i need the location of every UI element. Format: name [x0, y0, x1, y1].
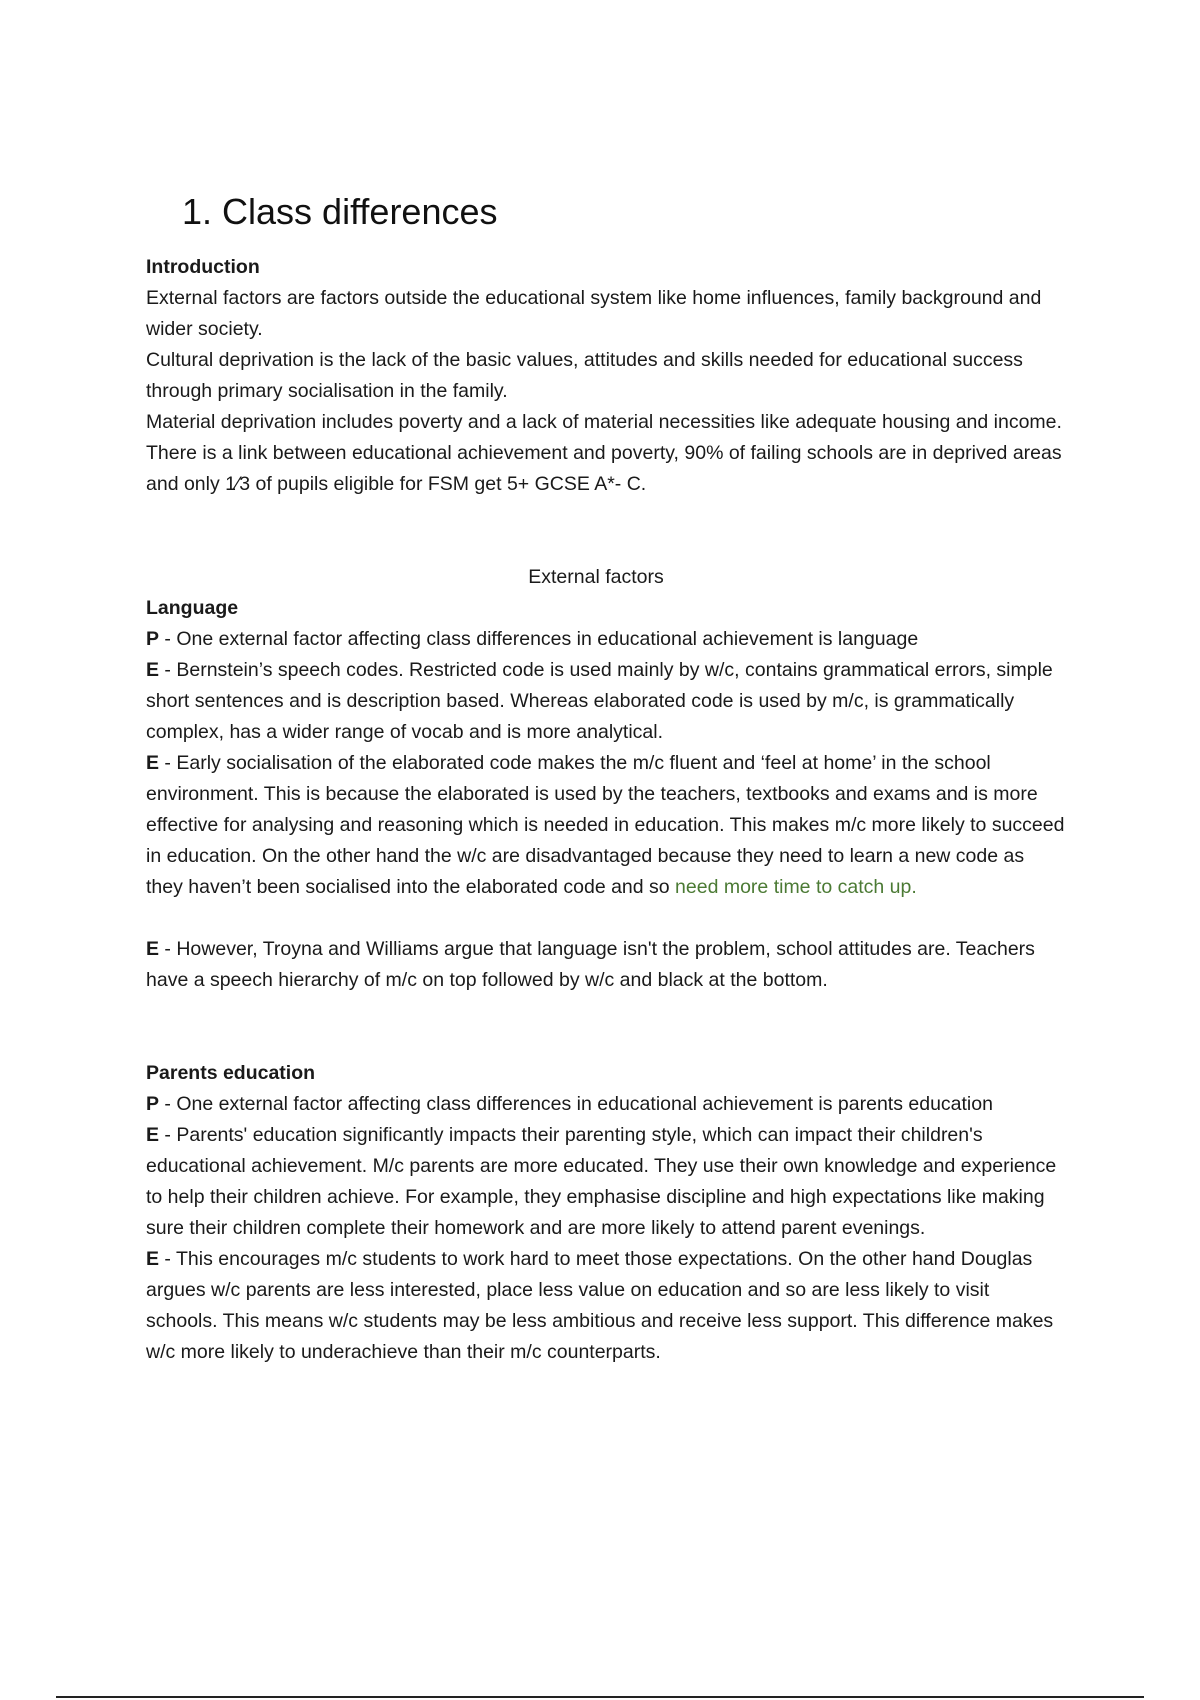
- explain-text: - This encourages m/c students to work hard to meet those expectations. On the other hand Douglas argues w/c parents are less interested, place less value on education and so are less likely to visit schools. This means w/c students may be less ambitious and receive less support. This difference makes w/c more likely to underachieve than their m/c counterparts.: [146, 1248, 1054, 1363]
- point-label: P: [146, 1093, 160, 1115]
- introduction-heading: Introduction: [146, 256, 260, 278]
- intro-paragraph-cultural-deprivation: Cultural deprivation is the lack of the basic values, attitudes and skills needed for educational success through primary socialisation in the family.: [146, 349, 1023, 402]
- explain-text: - Early socialisation of the elaborated code makes the m/c fluent and ‘feel at home’ in the school environment. This is because the elaborated is used by the teachers, textbooks and exams and is more effective for analysing and reasoning which is needed in education. This makes m/c more likely to succeed in education. On the other hand the w/c are disadvantaged because they need to learn a new code as they haven’t been socialised into the elaborated code and so: [146, 752, 1065, 898]
- language-point: [146, 624, 1066, 655]
- intro-paragraph-external-factors: External factors are factors outside the educational system like home influences, family background and wider society.: [146, 287, 1042, 340]
- explain-label: E: [146, 1124, 160, 1146]
- explain-text: - Parents' education significantly impacts their parenting style, which can impact their children's educational achievement. M/c parents are more educated. They use their own knowledge and experience to help their children achieve. For example, they emphasise discipline and high expectations like making sure their children complete their homework and are more likely to attend parent evenings.: [146, 1124, 1057, 1239]
- page-title: 1. Class differences: [182, 191, 498, 232]
- evaluate-text: - However, Troyna and Williams argue that language isn't the problem, school attitudes are. Teachers have a speech hierarchy of m/c on top followed by w/c and black at the bottom.: [146, 938, 1035, 991]
- parents-point: [146, 1089, 1066, 1120]
- parents-explanation-1: [146, 1120, 1066, 1244]
- language-explanation-1: [146, 655, 1066, 748]
- explain-label: E: [146, 659, 160, 681]
- explain-label: E: [146, 752, 160, 774]
- spacer: [146, 903, 1066, 934]
- highlighted-text: need more time to catch up.: [675, 876, 917, 898]
- language-evaluation: [146, 934, 1066, 996]
- spacer: [146, 996, 1066, 1058]
- document-body: [146, 252, 1066, 1368]
- section-title: External factors: [528, 566, 664, 588]
- language-explanation-2: [146, 748, 1066, 903]
- parents-explanation-2: [146, 1244, 1066, 1368]
- point-label: P: [146, 628, 160, 650]
- explain-label: E: [146, 1248, 160, 1270]
- intro-paragraph-material-deprivation: Material deprivation includes poverty and a lack of material necessities like adequate housing and income. There is a link between educational achievement and poverty, 90% of failing schools are in deprived areas and only 1⁄3 of pupils eligible for FSM get 5+ GCSE A*- C.: [146, 411, 1062, 495]
- page-bottom-divider: [56, 1696, 1144, 1698]
- evaluate-label: E: [146, 938, 160, 960]
- point-text: - One external factor affecting class differences in educational achievement is language: [159, 628, 919, 650]
- language-heading: Language: [146, 597, 239, 619]
- parents-education-heading: Parents education: [146, 1062, 316, 1084]
- explain-text: - Bernstein’s speech codes. Restricted code is used mainly by w/c, contains grammatical errors, simple short sentences and is description based. Whereas elaborated code is used by m/c, is grammatically complex, has a wider range of vocab and is more analytical.: [146, 659, 1053, 743]
- spacer: [146, 500, 1066, 562]
- point-text: - One external factor affecting class differences in educational achievement is parents education: [159, 1093, 993, 1115]
